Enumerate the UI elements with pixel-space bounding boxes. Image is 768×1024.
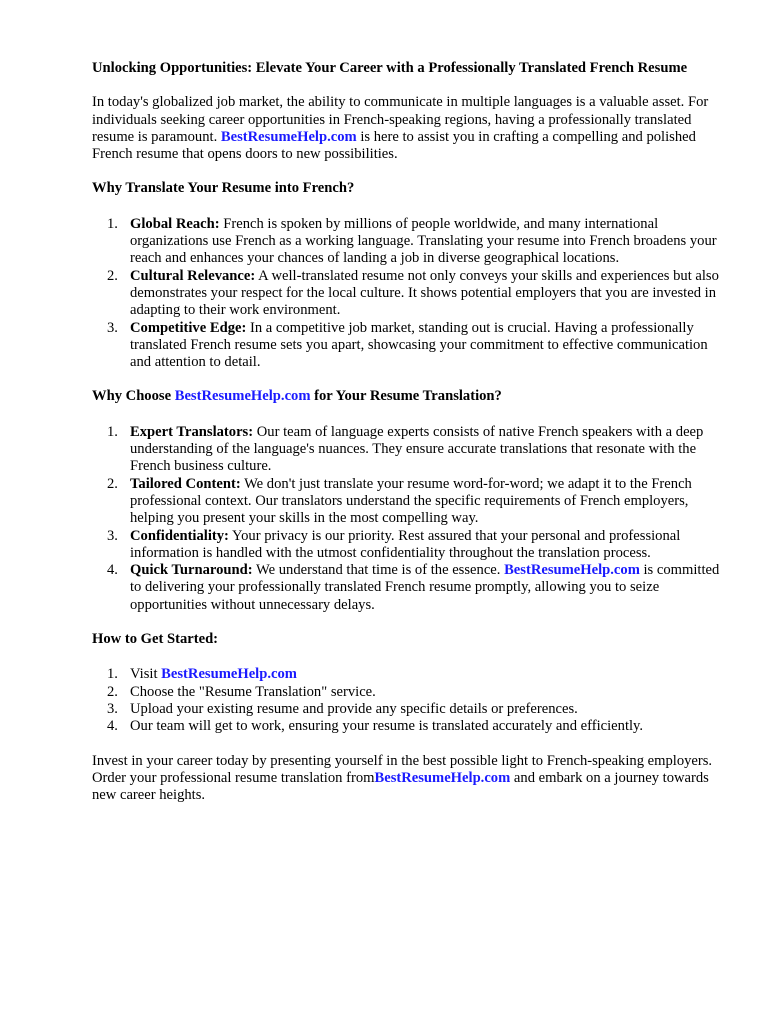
list-item bbox=[92, 562, 728, 614]
list-text: Our team of language experts consists of native French speakers with a deep understanding of the language's nuances. They ensure accurate translations that resonate with the French business culture. bbox=[130, 423, 704, 475]
list-number: 3. bbox=[107, 319, 118, 336]
list-number: 3. bbox=[107, 527, 118, 544]
list-text: A well-translated resume not only conveys your skills and experiences but also demonstrates your respect for the local culture. It shows potential employers that you are invested in adapting to their work environment. bbox=[130, 267, 719, 319]
why-choose-heading-after: for Your Resume Translation? bbox=[310, 388, 502, 405]
intro-text-before: In today's globalized job market, the ability to communicate in multiple languages is a valuable asset. For individuals seeking career opportunities in French-speaking regions, having a professionally translated resume is paramount. bbox=[92, 94, 709, 145]
turnaround-site-link[interactable]: BestResumeHelp.com bbox=[504, 562, 640, 579]
why-translate-heading: Why Translate Your Resume into French? bbox=[92, 180, 355, 197]
list-number: 1. bbox=[107, 215, 118, 232]
list-term: Expert Translators: bbox=[130, 423, 254, 440]
closing-text-before: Invest in your career today by presenting yourself in the best possible light to French-speaking employers. Order your professional resume translation from bbox=[92, 752, 713, 786]
visit-site-link[interactable]: BestResumeHelp.com bbox=[161, 666, 297, 683]
list-text: We don't just translate your resume word-for-word; we adapt it to the French professional context. Our translators understand the specific requirements of French employers, helping you present your skills in the most compelling way. bbox=[130, 475, 692, 527]
list-text: Upload your existing resume and provide any specific details or preferences. bbox=[130, 700, 578, 717]
list-text: Your privacy is our priority. Rest assured that your personal and professional information is handled with the utmost confidentiality throughout the translation process. bbox=[130, 527, 681, 561]
list-number: 4. bbox=[107, 718, 118, 735]
list-item bbox=[92, 268, 728, 320]
list-item bbox=[92, 216, 728, 268]
why-translate-list bbox=[92, 216, 728, 372]
closing-paragraph bbox=[92, 753, 728, 805]
list-item bbox=[92, 701, 728, 718]
list-number: 1. bbox=[107, 666, 118, 683]
list-term: Cultural Relevance: bbox=[130, 267, 256, 284]
list-number: 2. bbox=[107, 683, 118, 700]
list-term: Quick Turnaround: bbox=[130, 562, 253, 579]
list-text: French is spoken by millions of people worldwide, and many international organizations use French as a working language. Translating your resume into French broadens your reach and enhances your chances of landing a job in diverse geographical locations. bbox=[130, 215, 717, 267]
list-term: Global Reach: bbox=[130, 215, 220, 232]
list-number: 2. bbox=[107, 475, 118, 492]
list-term: Confidentiality: bbox=[130, 527, 229, 544]
get-started-heading: How to Get Started: bbox=[92, 631, 219, 648]
list-item bbox=[92, 528, 728, 563]
list-item bbox=[92, 684, 728, 701]
list-item bbox=[92, 320, 728, 372]
list-number: 4. bbox=[107, 562, 118, 579]
list-number: 2. bbox=[107, 267, 118, 284]
list-text-after: is committed to delivering your professionally translated French resume promptly, allowing you to seize opportunities without unnecessary delays. bbox=[130, 562, 720, 613]
why-choose-heading bbox=[92, 388, 728, 405]
get-started-list bbox=[92, 666, 728, 735]
document-title: Unlocking Opportunities: Elevate Your Career with a Professionally Translated French Resume bbox=[92, 60, 688, 76]
list-item bbox=[92, 424, 728, 476]
intro-paragraph bbox=[92, 94, 728, 163]
closing-text-after: and embark on a journey towards new career heights. bbox=[92, 769, 709, 804]
list-text: Choose the "Resume Translation" service. bbox=[130, 683, 376, 700]
list-number: 3. bbox=[107, 700, 118, 717]
list-item bbox=[92, 476, 728, 528]
list-text: Visit bbox=[130, 666, 162, 683]
list-item bbox=[92, 666, 728, 683]
list-term: Competitive Edge: bbox=[130, 319, 247, 336]
closing-site-link[interactable]: BestResumeHelp.com bbox=[374, 769, 511, 786]
list-term: Tailored Content: bbox=[130, 475, 241, 492]
list-text: In a competitive job market, standing out is crucial. Having a professionally translated French resume sets you apart, showcasing your commitment to effective communication and attention to detail. bbox=[130, 319, 708, 371]
why-choose-list bbox=[92, 424, 728, 614]
list-text: Our team will get to work, ensuring your resume is translated accurately and efficiently. bbox=[130, 718, 644, 735]
heading-site-link[interactable]: BestResumeHelp.com bbox=[174, 388, 311, 405]
list-text-before: We understand that time is of the essence. bbox=[252, 562, 505, 579]
intro-text-after: is here to assist you in crafting a compelling and polished French resume that opens doors to new possibilities. bbox=[92, 128, 696, 163]
list-item bbox=[92, 718, 728, 735]
intro-site-link[interactable]: BestResumeHelp.com bbox=[220, 128, 357, 145]
why-choose-heading-before: Why Choose bbox=[92, 388, 175, 405]
list-number: 1. bbox=[107, 423, 118, 440]
